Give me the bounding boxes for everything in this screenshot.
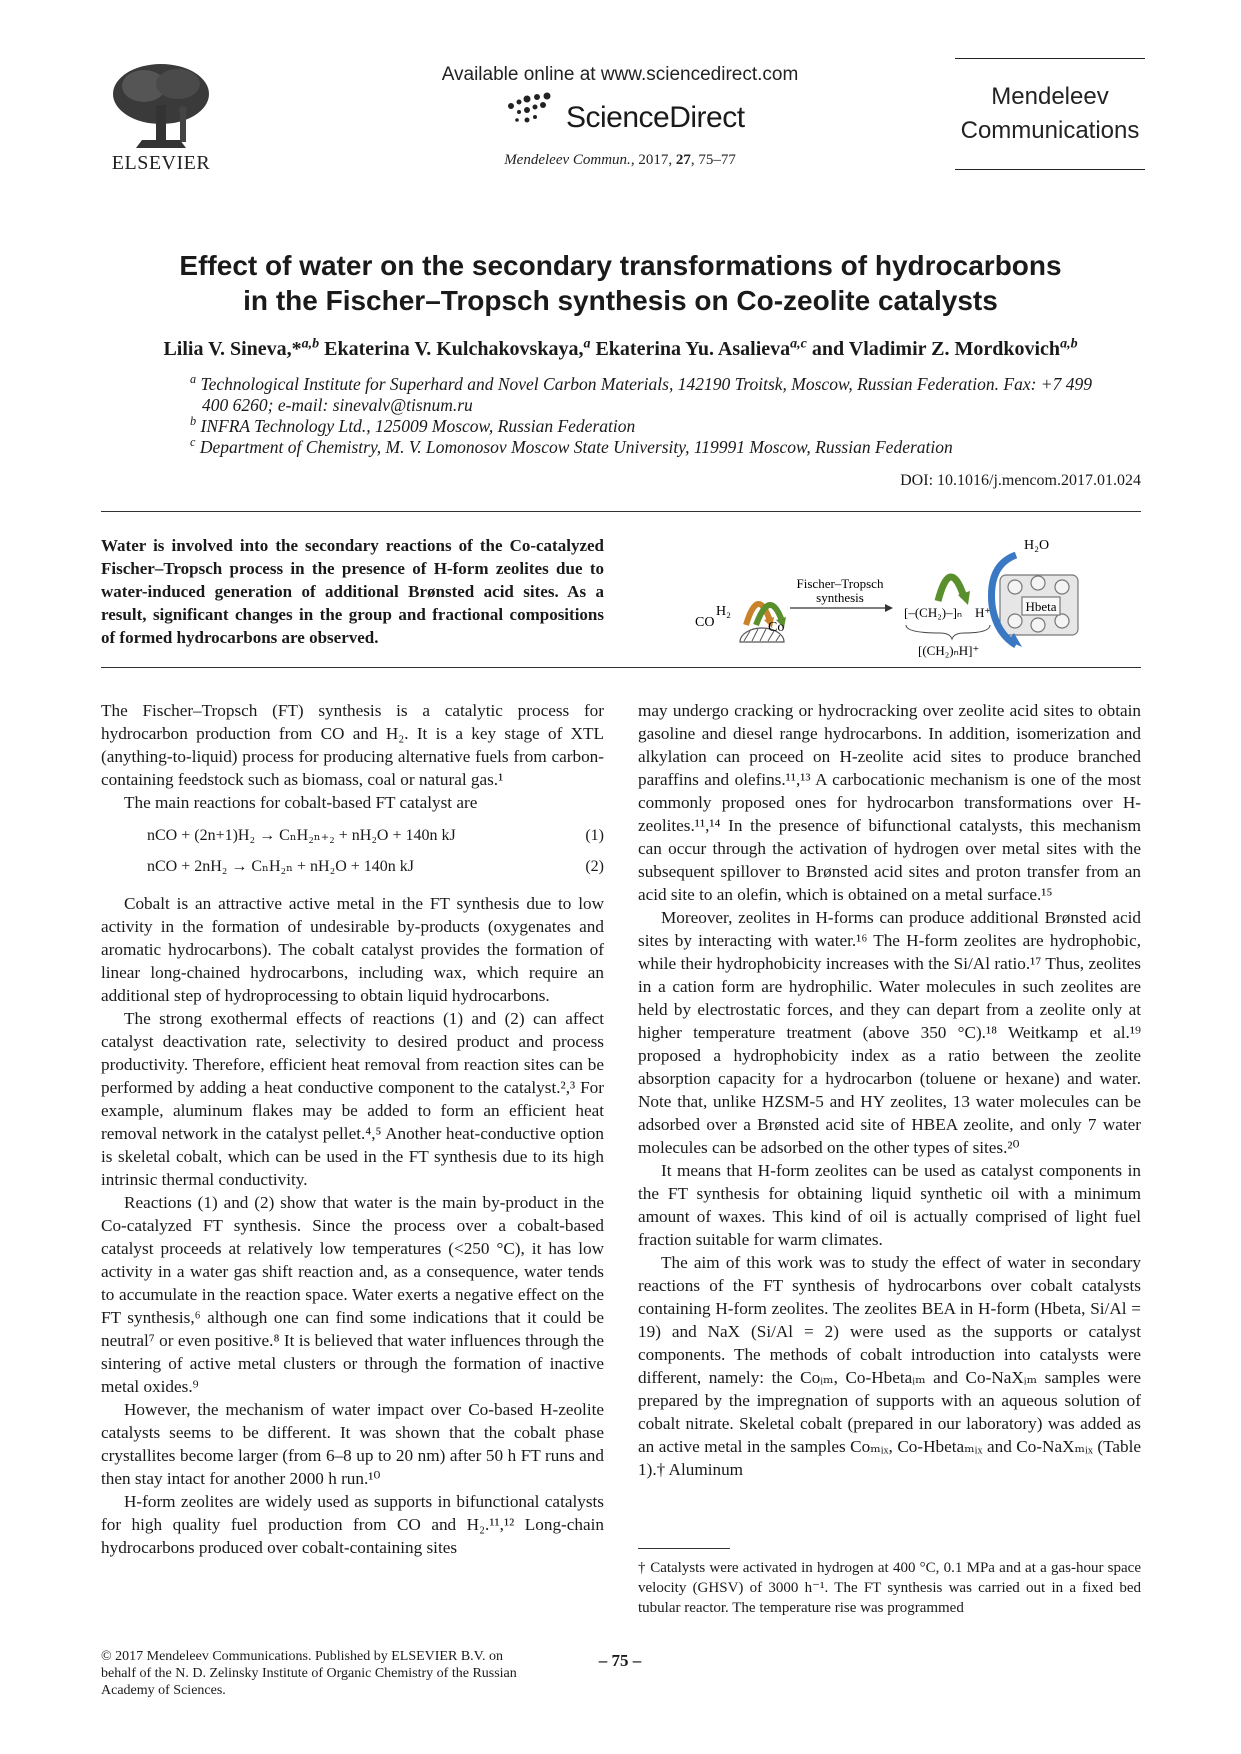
- elsevier-wordmark: ELSEVIER: [111, 152, 211, 174]
- paragraph: The Fischer–Tropsch (FT) synthesis is a catalytic process for hydrocarbon production from CO and H₂. It is a key stage of XTL (anything-to-liquid) process for producing alternative fuels from carbon-containing feedstock such as biomass, coal or natural gas.¹: [101, 701, 604, 789]
- co-metal-label: Co: [768, 620, 785, 635]
- journal-name: Mendeleev Communications: [960, 83, 1140, 144]
- affiliation: $^b$ INFRA Technology Ltd., 125009 Moscow, Russian Federation: [190, 414, 636, 436]
- doi[interactable]: DOI: 10.1016/j.mencom.2017.01.024: [900, 472, 1141, 489]
- body-column-right: [638, 699, 1141, 1481]
- paragraph: Reactions (1) and (2) show that water is the main by-product in the Co-catalyzed FT synthesis. Since the process over a cobalt-based catalyst proceeds at relatively low temperatures (<250 °C), it has low activity in a water gas shift reaction and, as a consequence, water tends to accumulate in the reaction space. Water exerts a negative effect on the FT synthesis,⁶ although one can find some indications that it could be neutral⁷ or even positive.⁸ It is believed that water influences through the sintering of active metal clusters or through the formation of inactive metal oxides.⁹: [101, 1193, 604, 1396]
- water-label: H₂O: [1024, 538, 1050, 553]
- author: Vladimir Z. Mordkovich: [848, 338, 1061, 360]
- paragraph: The strong exothermal effects of reactions (1) and (2) can affect catalyst deactivation rate, selectivity to desired product and process productivity. Therefore, efficient heat removal from reaction sites can be performed by adding a heat conductive component to the catalyst.²,³ For example, aluminum flakes may be added to form an efficient heat removal network in the catalyst pellet.⁴,⁵ Another heat-conductive option is skeletal cobalt, which can be used in the FT synthesis due to its high intrinsic thermal conductivity.: [101, 1009, 604, 1189]
- equation-1: nCO + (2n+1)H₂ → CₙH₂ₙ₊₂ + nH₂O + 140n kJ (1): [147, 827, 604, 844]
- equation-2: nCO + 2nH₂ → CₙH₂ₙ + nH₂O + 140n kJ (2): [147, 858, 604, 875]
- paragraph: Moreover, zeolites in H-forms can produce additional Brønsted acid sites by interacting with water.¹⁶ The H-form zeolites are hydrophobic, while their hydrophobicity increases with the Si/Al ratio.¹⁷ Thus, zeolites in a cation form are hydrophilic. Water molecules in such zeolites are held by electrostatic forces, and they can depart from a zeolite only at higher temperature treatment (above 350 °C).¹⁸ Weitkamp et al.¹⁹ proposed a hydrophobicity index as a ratio between the zeolite absorption capacity for a hydrocarbon (toluene or hexane) and water. Note that, unlike HZSM-5 and HY zeolites, 13 water molecules can be adsorbed over a Brønsted acid site of HBEA zeolite, and only 7 water molecules can be adsorbed on the other types of sites.²⁰: [638, 908, 1141, 1157]
- divider: [101, 511, 1141, 512]
- available-online-line: Available online at www.sciencedirect.com: [441, 64, 799, 85]
- journal-citation: Mendeleev Commun., 2017, 27, 75–77: [504, 152, 736, 168]
- paragraph: The main reactions for cobalt-based FT catalyst are: [124, 793, 478, 812]
- arrow-label-1: Fischer–Tropsch: [796, 576, 884, 591]
- sciencedirect-wordmark: ScienceDirect: [566, 101, 745, 134]
- abstract: Water is involved into the secondary reactions of the Co-catalyzed Fischer–Tropsch process in the presence of H-form zeolites due to water-induced generation of additional Brønsted acid sites. As a result, significant changes in the group and fractional compositions of formed hydrocarbons are observed.: [101, 536, 604, 647]
- copyright-notice: © 2017 Mendeleev Communications. Published by ELSEVIER B.V. on behalf of the N. D. Zelinsky Institute of Organic Chemistry of the Russian Academy of Sciences.: [101, 1649, 517, 1698]
- cation-label: [(CH₂)ₙH]⁺: [918, 643, 980, 658]
- footnote-divider: [638, 1548, 730, 1549]
- arrow-label-2: synthesis: [816, 590, 864, 605]
- divider: [101, 667, 1141, 668]
- page-number: – 75 –: [598, 1651, 642, 1670]
- paragraph: It means that H-form zeolites can be used as catalyst components in the FT synthesis for obtaining liquid synthetic oil with a minimum amount of waxes. This kind of oil is actually comprised of light fuel fraction suitable for warm climates.: [638, 1161, 1141, 1249]
- author: Ekaterina V. Kulchakovskaya,: [324, 338, 584, 360]
- affiliations: [190, 374, 1110, 458]
- co-label: CO: [695, 615, 715, 630]
- body-column-left: [101, 699, 604, 1559]
- author: Ekaterina Yu. Asalieva: [595, 338, 791, 360]
- zeolite-label: Hbeta: [1025, 599, 1057, 614]
- affiliation: $^c$ Department of Chemistry, M. V. Lomonosov Moscow State University, 119991 Moscow, Russian Federation: [190, 435, 953, 457]
- paragraph: Cobalt is an attractive active metal in the FT synthesis due to low activity in the formation of undesirable by-products (oxygenates and aromatic hydrocarbons). The cobalt catalyst provides the formation of linear long-chained hydrocarbons, including wax, which require an additional step of hydroprocessing to obtain liquid hydrocarbons.: [101, 894, 604, 1005]
- graphical-abstract: [670, 525, 1150, 660]
- footnote: † Catalysts were activated in hydrogen at 400 °C, 0.1 MPa and at a gas-hour space velocity (GHSV) of 3000 h⁻¹. The FT synthesis was carried out in a fixed bed tubular reactor. The temperature rise was programmed: [638, 1560, 1141, 1616]
- h-plus-label: H⁺: [975, 605, 992, 620]
- article-title: Effect of water on the secondary transformations of hydrocarbons in the Fischer–Tropsch synthesis on Co-zeolite catalysts: [179, 250, 1062, 316]
- paragraph: may undergo cracking or hydrocracking over zeolite acid sites to obtain gasoline and diesel range hydrocarbons. In addition, isomerization and alkylation can proceed on H-zeolite acid sites to produce branched paraffins and olefins.¹¹,¹³ A carbocationic mechanism is one of the most commonly proposed ones for hydrocarbon transformations over H-zeolites.¹¹,¹⁴ In the presence of bifunctional catalysts, this mechanism can occur through the activation of hydrogen over metal sites with the subsequent spillover to Brønsted acid sites and proton transfer from an acid site to an olefin, which is obtained on a metal surface.¹⁵: [638, 701, 1141, 904]
- author: Lilia V. Sineva,*: [163, 338, 302, 360]
- paragraph: However, the mechanism of water impact over Co-based H-zeolite catalysts seems to be different. It was shown that the cobalt phase crystallites become larger (from 6–8 up to 20 nm) after 50 h FT runs and then stay intact for another 2000 h run.¹⁰: [101, 1400, 604, 1488]
- paragraph: The aim of this work was to study the effect of water in secondary reactions of the FT synthesis of hydrocarbons over cobalt catalysts containing H-form zeolites. The zeolites BEA in H-form (Hbeta, Si/Al = 19) and NaX (Si/Al = 2) were used as the supports or catalyst components. The methods of cobalt introduction into catalysts were different, namely: the Coᵢₘ, Co-Hbetaᵢₘ and Co-NaXᵢₘ samples were prepared by the impregnation of supports with an aqueous solution of cobalt nitrate. Skeletal cobalt (prepared in our laboratory) was added as an active metal in the samples Coₘᵢₓ, Co-Hbetaₘᵢₓ and Co-NaXₘᵢₓ (Table 1).† Aluminum: [638, 1253, 1141, 1479]
- chain-label: [–(CH₂)–]ₙ: [904, 605, 963, 620]
- affiliation: $^a$ Technological Institute for Superhard and Novel Carbon Materials, 142190 Troitsk, Moscow, Russian Federation. Fax: +7 499 400 6260; e-mail: sinevalv@tisnum.ru: [190, 372, 1092, 415]
- h2-label: H₂: [716, 604, 731, 619]
- author-list: Lilia V. Sineva,*$^{a,b}$ Ekaterina V. Kulchakovskaya,$^a$ Ekaterina Yu. Asalieva$^{a,c}$ and Vladimir Z. Mordkovich$^{a,b}$: [163, 336, 1078, 360]
- paragraph: H-form zeolites are widely used as supports in bifunctional catalysts for high quality fuel production from CO and H₂.¹¹,¹² Long-chain hydrocarbons produced over cobalt-containing sites: [101, 1492, 604, 1557]
